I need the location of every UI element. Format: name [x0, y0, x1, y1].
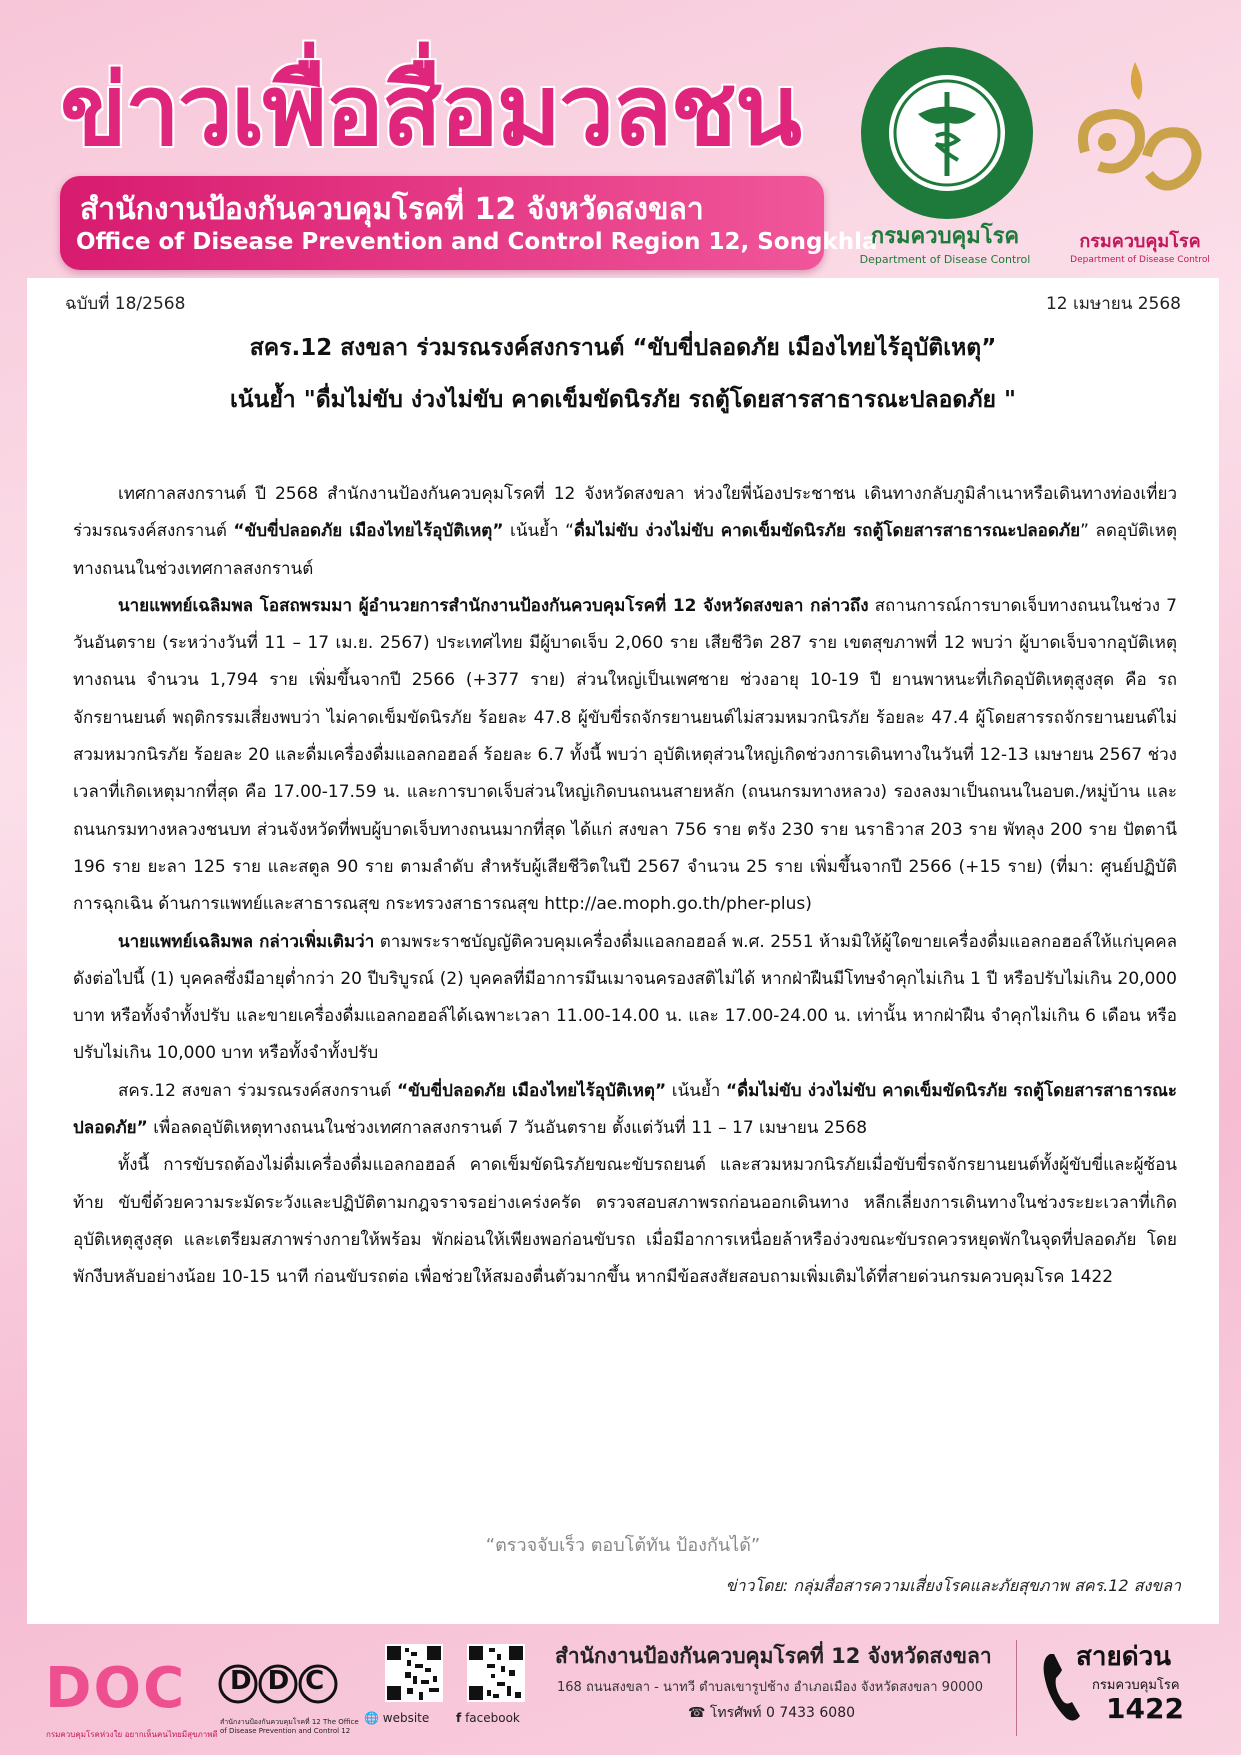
- p4-bold-2: “ดื่มไม่ขับ ง่วงไม่ขับ คาดเข็มขัดนิรภัย รถตู้โดยสารสาธารณะปลอดภัย”: [73, 1080, 1177, 1139]
- website-label: 🌐 website: [364, 1711, 430, 1725]
- qr-code-facebook[interactable]: [467, 1644, 525, 1702]
- doc-logo: DOC: [45, 1656, 187, 1721]
- footer-office-name: สำนักงานป้องกันควบคุมโรคที่ 12 จังหวัดสงขลา: [555, 1644, 992, 1668]
- paragraph-1: [73, 476, 1177, 588]
- paragraph-5: [73, 1147, 1177, 1296]
- ddc-label-th: กรมควบคุมโรค: [870, 224, 1020, 249]
- office-name-th: สำนักงานป้องกันควบคุมโรคที่ 12 จังหวัดสงขลา: [80, 192, 704, 227]
- p2-bold: นายแพทย์เฉลิมพล โอสถพรมมา ผู้อำนวยการสำนักงานป้องกันควบคุมโรคที่ 12 จังหวัดสงขลา กล่าวถึง: [118, 595, 869, 616]
- hotline-sub: กรมควบคุมโรค: [1092, 1678, 1180, 1693]
- document-number: ฉบับที่ 18/2568: [65, 294, 186, 314]
- p2-text: สถานการณ์การบาดเจ็บทางถนนในช่วง 7 วันอันตราย (ระหว่างวันที่ 11 – 17 เม.ย. 2567) ประเทศไทย มีผู้บาดเจ็บ 2,060 ราย เสียชีวิต 287 ราย เขตสุขภาพที่ 12 พบว่า ผู้บาดเจ็บจากอุบัติเหตุทางถนน จำนวน 1,794 ราย เพิ่มขึ้นจากปี 2566 (+377 ราย) ส่วนใหญ่เป็นเพศชาย ช่วงอายุ 10-19 ปี ยานพาหนะที่เกิดอุบัติเหตุสูงสุด คือ รถจักรยานยนต์ พฤติกรรมเสี่ยงพบว่า ไม่คาดเข็มขัดนิรภัย ร้อยละ 47.8 ผู้ขับขี่รถจักรยานยนต์ไม่สวมหมวกนิรภัย ร้อยละ 47.4 ผู้โดยสารรถจักรยานยนต์ไม่สวมหมวกนิรภัย ร้อยละ 20 และดื่มเครื่องดื่มแอลกอฮอล์ ร้อยละ 6.7 ทั้งนี้ พบว่า อุบัติเหตุส่วนใหญ่เกิดช่วงการเดินทางในวันที่ 12-13 เมษายน 2567 ช่วงเวลาที่เกิดเหตุมากที่สุด คือ 17.00-17.59 น. และการบาดเจ็บส่วนใหญ่เกิดบนถนนสายหลัก (ถนนกรมทางหลวง) รองลงมาเป็นถนนในอบต./หมู่บ้าน และถนนกรมทางหลวงชนบท ส่วนจังหวัดที่พบผู้บาดเจ็บทางถนนมากที่สุด ได้แก่ สงขลา 756 ราย ตรัง 230 ราย นราธิวาส 203 ราย พัทลุง 200 ราย ปัตตานี 196 ราย ยะลา 125 ราย และสตูล 90 ราย ตามลำดับ สำหรับผู้เสียชีวิตในปี 2567 จำนวน 25 ราย เพิ่มขึ้นจากปี 2566 (+15 ราย) (ที่มา: ศูนย์ปฏิบัติการฉุกเฉิน ด้านการแพทย์และสาธารณสุข กระทรวงสาธารณสุข http://ae.moph.go.th/pher-plus): [73, 595, 1177, 915]
- main-title: ข่าวเพื่อสื่อมวลชน: [60, 54, 800, 168]
- office-name-en: Office of Disease Prevention and Control Region 12, Songkhla: [76, 229, 878, 255]
- p4-end: เพื่อลดอุบัติเหตุทางถนนในช่วงเทศกาลสงกรานต์ 7 วันอันตราย ตั้งแต่วันที่ 11 – 17 เมษายน 2568: [147, 1118, 868, 1139]
- hotline-number: 1422: [1106, 1692, 1184, 1725]
- footer: [0, 1626, 1241, 1755]
- headline-2: เน้นย้ำ "ดื่มไม่ขับ ง่วงไม่ขับ คาดเข็มขัดนิรภัย รถตู้โดยสารสาธารณะปลอดภัย ": [230, 387, 1016, 413]
- ddc-logo-label: [845, 218, 1045, 266]
- document-date: 12 เมษายน 2568: [1045, 294, 1181, 314]
- ddc-logo-text: DDC: [230, 1666, 341, 1696]
- moph-emblem-icon: [858, 44, 1036, 222]
- qr-code-website[interactable]: [385, 1644, 443, 1702]
- office-banner: [60, 176, 878, 270]
- headline-1: สคร.12 สงขลา ร่วมรณรงค์สงกรานต์ “ขับขี่ปลอดภัย เมืองไทยไร้อุบัติเหตุ”: [249, 335, 997, 361]
- sixty-label-th: กรมควบคุมโรค: [1079, 231, 1201, 252]
- press-release-card: [27, 278, 1219, 1624]
- footer-address: 168 ถนนสงขลา - นาทวี ตำบลเขารูปช้าง อำเภอเมือง จังหวัดสงขลา 90000: [557, 1680, 984, 1695]
- p4-bold-1: “ขับขี่ปลอดภัย เมืองไทยไร้อุบัติเหตุ”: [396, 1080, 667, 1101]
- news-credit: ข่าวโดย: กลุ่มสื่อสารความเสี่ยงโรคและภัยสุขภาพ สคร.12 สงขลา: [725, 1576, 1181, 1595]
- footer-phone: ☎ โทรศัพท์ 0 7433 6080: [688, 1705, 856, 1721]
- ddc-logo-caption: สำนักงานป้องกันควบคุมโรคที่ 12 The Office of Disease Prevention and Control 12: [220, 1718, 359, 1735]
- p3-text: ตามพระราชบัญญัติควบคุมเครื่องดื่มแอลกอฮอล์ พ.ศ. 2551 ห้ามมิให้ผู้ใดขายเครื่องดื่มแอลกอฮอล์ให้แก่บุคคลดังต่อไปนี้ (1) บุคคลซึ่งมีอายุต่ำกว่า 20 ปีบริบูรณ์ (2) บุคคลที่มีอาการมึนเมาจนครองสติไม่ได้ หากฝ่าฝืนมีโทษจำคุกไม่เกิน 1 ปี หรือปรับไม่เกิน 20,000 บาท หรือทั้งจำทั้งปรับ และขายเครื่องดื่มแอลกอฮอล์ได้เฉพาะเวลา 11.00-14.00 น. และ 17.00-24.00 น. เท่านั้น หากฝ่าฝืน จำคุกไม่เกิน 6 เดือน หรือปรับไม่เกิน 10,000 บาท หรือทั้งจำทั้งปรับ: [73, 931, 1177, 1064]
- footer-divider: [1016, 1640, 1017, 1736]
- facebook-label: f facebook: [456, 1711, 520, 1725]
- header: [0, 0, 1241, 272]
- sixty-label-en: Department of Disease Control: [1070, 255, 1210, 265]
- sixty-years-logo-icon: [1055, 56, 1215, 216]
- sixty-logo-label: [1060, 226, 1220, 265]
- doc-logo-caption: กรมควบคุมโรคห่วงใย อยากเห็นคนไทยมีสุขภาพดี: [46, 1730, 218, 1739]
- p4-start: สคร.12 สงขลา ร่วมรณรงค์สงกรานต์: [118, 1080, 397, 1101]
- slogan: “ตรวจจับเร็ว ตอบโต้ทัน ป้องกันได้”: [485, 1535, 761, 1556]
- p1-bold-2: ดื่มไม่ขับ ง่วงไม่ขับ คาดเข็มขัดนิรภัย รถตู้โดยสารสาธารณะปลอดภัย: [573, 521, 1081, 542]
- ddc-label-en: Department of Disease Control: [859, 253, 1031, 266]
- p1-mid: เน้นย้ำ “: [503, 521, 574, 542]
- article-body: [73, 476, 1177, 1297]
- hotline-block: [1040, 1636, 1220, 1746]
- p4-mid: เน้นย้ำ: [666, 1080, 726, 1101]
- phone-icon: ☎: [688, 1705, 706, 1721]
- paragraph-2: [73, 588, 1177, 924]
- paragraph-3: [73, 924, 1177, 1073]
- p3-bold: นายแพทย์เฉลิมพล กล่าวเพิ่มเติมว่า: [118, 931, 375, 952]
- p1-end: ” ลดอุบัติเหตุทางถนนในช่วงเทศกาลสงกรานต์: [73, 521, 1177, 579]
- p1-bold-1: “ขับขี่ปลอดภัย เมืองไทยไร้อุบัติเหตุ”: [233, 521, 504, 542]
- p5-text: ทั้งนี้ การขับรถต้องไม่ดื่มเครื่องดื่มแอลกอฮอล์ คาดเข็มขัดนิรภัยขณะขับรถยนต์ และสวมหมวกนิรภัยเมื่อขับขี่รถจักรยานยนต์ทั้งผู้ขับขี่และผู้ซ้อนท้าย ขับขี่ด้วยความระมัดระวังและปฏิบัติตามกฎจราจรอย่างเคร่งครัด ตรวจสอบสภาพรถก่อนออกเดินทาง หลีกเลี่ยงการเดินทางในช่วงระยะเวลาที่เกิดอุบัติเหตุสูงสุด และเตรียมสภาพร่างกายให้พร้อม พักผ่อนให้เพียงพอก่อนขับรถ เมื่อมีอาการเหนื่อยล้าหรือง่วงขณะขับรถควรหยุดพักในจุดที่ปลอดภัย โดยพักงีบหลับอย่างน้อย 10-15 นาที ก่อนขับรถต่อ เพื่อช่วยให้สมองตื่นตัวมากขึ้น หากมีข้อสงสัยสอบถามเพิ่มเติมได้ที่สายด่วนกรมควบคุมโรค 1422: [73, 1155, 1177, 1288]
- hotline-label: สายด่วน: [1076, 1642, 1171, 1672]
- paragraph-4: [73, 1073, 1177, 1148]
- p1-text: เทศกาลสงกรานต์ ปี 2568 สำนักงานป้องกันควบคุมโรคที่ 12 จังหวัดสงขลา ห่วงใยพี่น้องประชาชน เดินทางกลับภูมิลำเนาหรือเดินทางท่องเที่ยว ร่วมรณรงค์สงกรานต์: [73, 484, 1177, 542]
- facebook-icon: f: [456, 1711, 462, 1725]
